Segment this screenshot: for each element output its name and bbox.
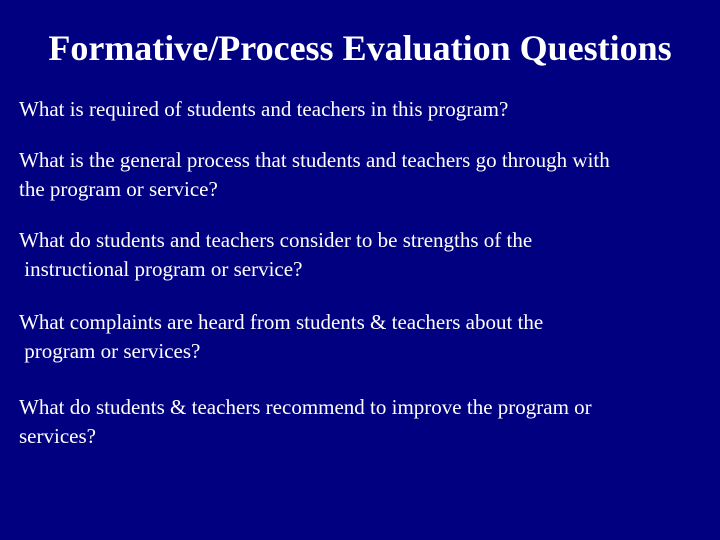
question-text-line: services? <box>19 424 96 448</box>
question-text-line: What do students and teachers consider to be strengths of the <box>19 228 533 252</box>
slide-title: Formative/Process Evaluation Questions <box>48 28 672 68</box>
question-item-4 <box>19 308 709 366</box>
question-text-line: What complaints are heard from students & teachers about the <box>19 310 544 334</box>
question-text-line: What do students & teachers recommend to improve the program or <box>19 395 592 419</box>
question-item-3 <box>19 226 709 284</box>
question-text-line: What is the general process that students and teachers go through with <box>19 148 610 172</box>
question-item-1 <box>19 95 709 124</box>
question-item-5 <box>19 393 709 451</box>
question-text-line: instructional program or service? <box>19 257 303 281</box>
question-text-line: the program or service? <box>19 177 218 201</box>
question-text-line: program or services? <box>19 339 201 363</box>
question-item-2 <box>19 146 709 204</box>
questions-list <box>19 95 709 451</box>
question-text-line: What is required of students and teachers in this program? <box>19 97 509 121</box>
